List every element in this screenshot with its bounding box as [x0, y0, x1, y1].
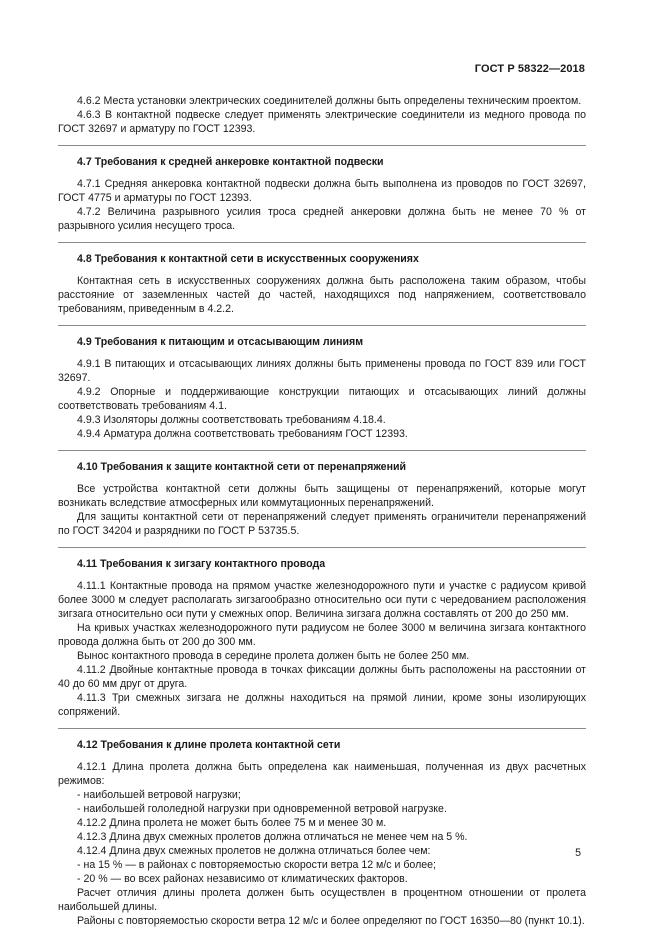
- page-number: 5: [575, 847, 581, 859]
- paragraph-4-11-1: 4.11.1 Контактные провода на прямом участке железнодорожного пути и участке с радиусом кривой более 3000 м следует располагать зигзагообразно относительно оси пути с чередованием расположения зигзага относительно оси пути у смежных опор. Величина зигзага должна составлять от 200 до 250 мм.: [58, 580, 586, 620]
- paragraph-4-12-2: 4.12.2 Длина пролета не может быть более 75 м и менее 30 м.: [77, 817, 387, 829]
- list-item: - наибольшей гололедной нагрузки при одновременной ветровой нагрузке.: [77, 803, 447, 815]
- paragraph-4-9-3: 4.9.3 Изоляторы должны соответствовать требованиям 4.18.4.: [77, 414, 386, 426]
- paragraph-4-7-1: 4.7.1 Средняя анкеровка контактной подвески должна быть выполнена из проводов по ГОСТ 32697, ГОСТ 4775 и арматуры по ГОСТ 12393.: [58, 178, 586, 204]
- section-title-4-12: 4.12 Требования к длине пролета контактной сети: [77, 739, 341, 751]
- section-divider: [58, 547, 586, 548]
- paragraph-4-7-2: 4.7.2 Величина разрывного усилия троса средней анкеровки должна быть не менее 70 % от разрывного усилия несущего троса.: [58, 206, 586, 232]
- paragraph-4-12-regions: Районы с повторяемостью скорости ветра 12 м/с и более определяют по ГОСТ 16350—80 (пункт 10.1).: [77, 915, 585, 927]
- paragraph-4-12-4: 4.12.4 Длина двух смежных пролетов не должна отличаться более чем:: [77, 845, 431, 857]
- section-title-4-9: 4.9 Требования к питающим и отсасывающим линиям: [77, 336, 364, 348]
- section-divider: [58, 145, 586, 146]
- section-title-4-11: 4.11 Требования к зигзагу контактного провода: [77, 558, 326, 570]
- section-title-4-8: 4.8 Требования к контактной сети в искусственных сооружениях: [77, 253, 419, 265]
- list-item: - 20 % — во всех районах независимо от климатических факторов.: [77, 873, 408, 885]
- section-divider: [58, 450, 586, 451]
- section-title-4-7: 4.7 Требования к средней анкеровке контактной подвески: [77, 156, 384, 168]
- list-item: - на 15 % — в районах с повторяемостью скорости ветра 12 м/с и более;: [77, 859, 437, 871]
- document-header: ГОСТ Р 58322—2018: [474, 63, 585, 75]
- paragraph-4-12-calc: Расчет отличия длины пролета должен быть осуществлен в процентном отношении от пролета наибольшей длины.: [58, 887, 586, 913]
- section-divider: [58, 242, 586, 243]
- section-divider: [58, 325, 586, 326]
- paragraph-4-6-2: 4.6.2 Места установки электрических соединителей должны быть определены техническим проектом.: [77, 95, 582, 107]
- paragraph-4-11-1-b: На кривых участках железнодорожного пути радиусом не более 3000 м величина зигзага контактного провода должна быть от 200 до 300 мм.: [58, 622, 586, 648]
- paragraph-4-11-3: 4.11.3 Три смежных зигзага не должны находиться на прямой линии, кроме зоны изолирующих сопряжений.: [58, 692, 586, 718]
- paragraph-4-11-1-c: Вынос контактного провода в середине пролета должен быть не более 250 мм.: [77, 650, 470, 662]
- paragraph-4-6-3: 4.6.3 В контактной подвеске следует применять электрические соединители из медного провода по ГОСТ 32697 и арматуру по ГОСТ 12393.: [58, 109, 586, 135]
- paragraph-4-9-2: 4.9.2 Опорные и поддерживающие конструкции питающих и отсасывающих линий должны соответствовать требованиям 4.1.: [58, 386, 586, 412]
- paragraph-4-8: Контактная сеть в искусственных сооружениях должна быть расположена таким образом, чтобы расстояние от заземленных частей до частей, находящихся под напряжением, соответствовало требованиям, приведенным в 4.2.2.: [58, 275, 586, 315]
- document-body: [58, 94, 586, 928]
- paragraph-4-12-1: 4.12.1 Длина пролета должна быть определена как наименьшая, полученная из двух расчетных режимов:: [58, 761, 586, 787]
- paragraph-4-11-2: 4.11.2 Двойные контактные провода в точках фиксации должны быть расположены на расстоянии от 40 до 60 мм друг от друга.: [58, 664, 586, 690]
- list-item: - наибольшей ветровой нагрузки;: [77, 789, 241, 801]
- section-title-4-10: 4.10 Требования к защите контактной сети от перенапряжений: [77, 461, 407, 473]
- paragraph-4-9-1: 4.9.1 В питающих и отсасывающих линиях должны быть применены провода по ГОСТ 839 или ГОСТ 32697.: [58, 358, 586, 384]
- paragraph-4-10-a: Все устройства контактной сети должны быть защищены от перенапряжений, которые могут возникать вследствие атмосферных или коммутационных перенапряжений.: [58, 483, 586, 509]
- paragraph-4-12-3: 4.12.3 Длина двух смежных пролетов должна отличаться не менее чем на 5 %.: [77, 831, 468, 843]
- section-divider: [58, 728, 586, 729]
- paragraph-4-9-4: 4.9.4 Арматура должна соответствовать требованиям ГОСТ 12393.: [77, 428, 408, 440]
- paragraph-4-10-b: Для защиты контактной сети от перенапряжений следует применять ограничители перенапряжений по ГОСТ 34204 и разрядники по ГОСТ Р 53735.5.: [58, 511, 586, 537]
